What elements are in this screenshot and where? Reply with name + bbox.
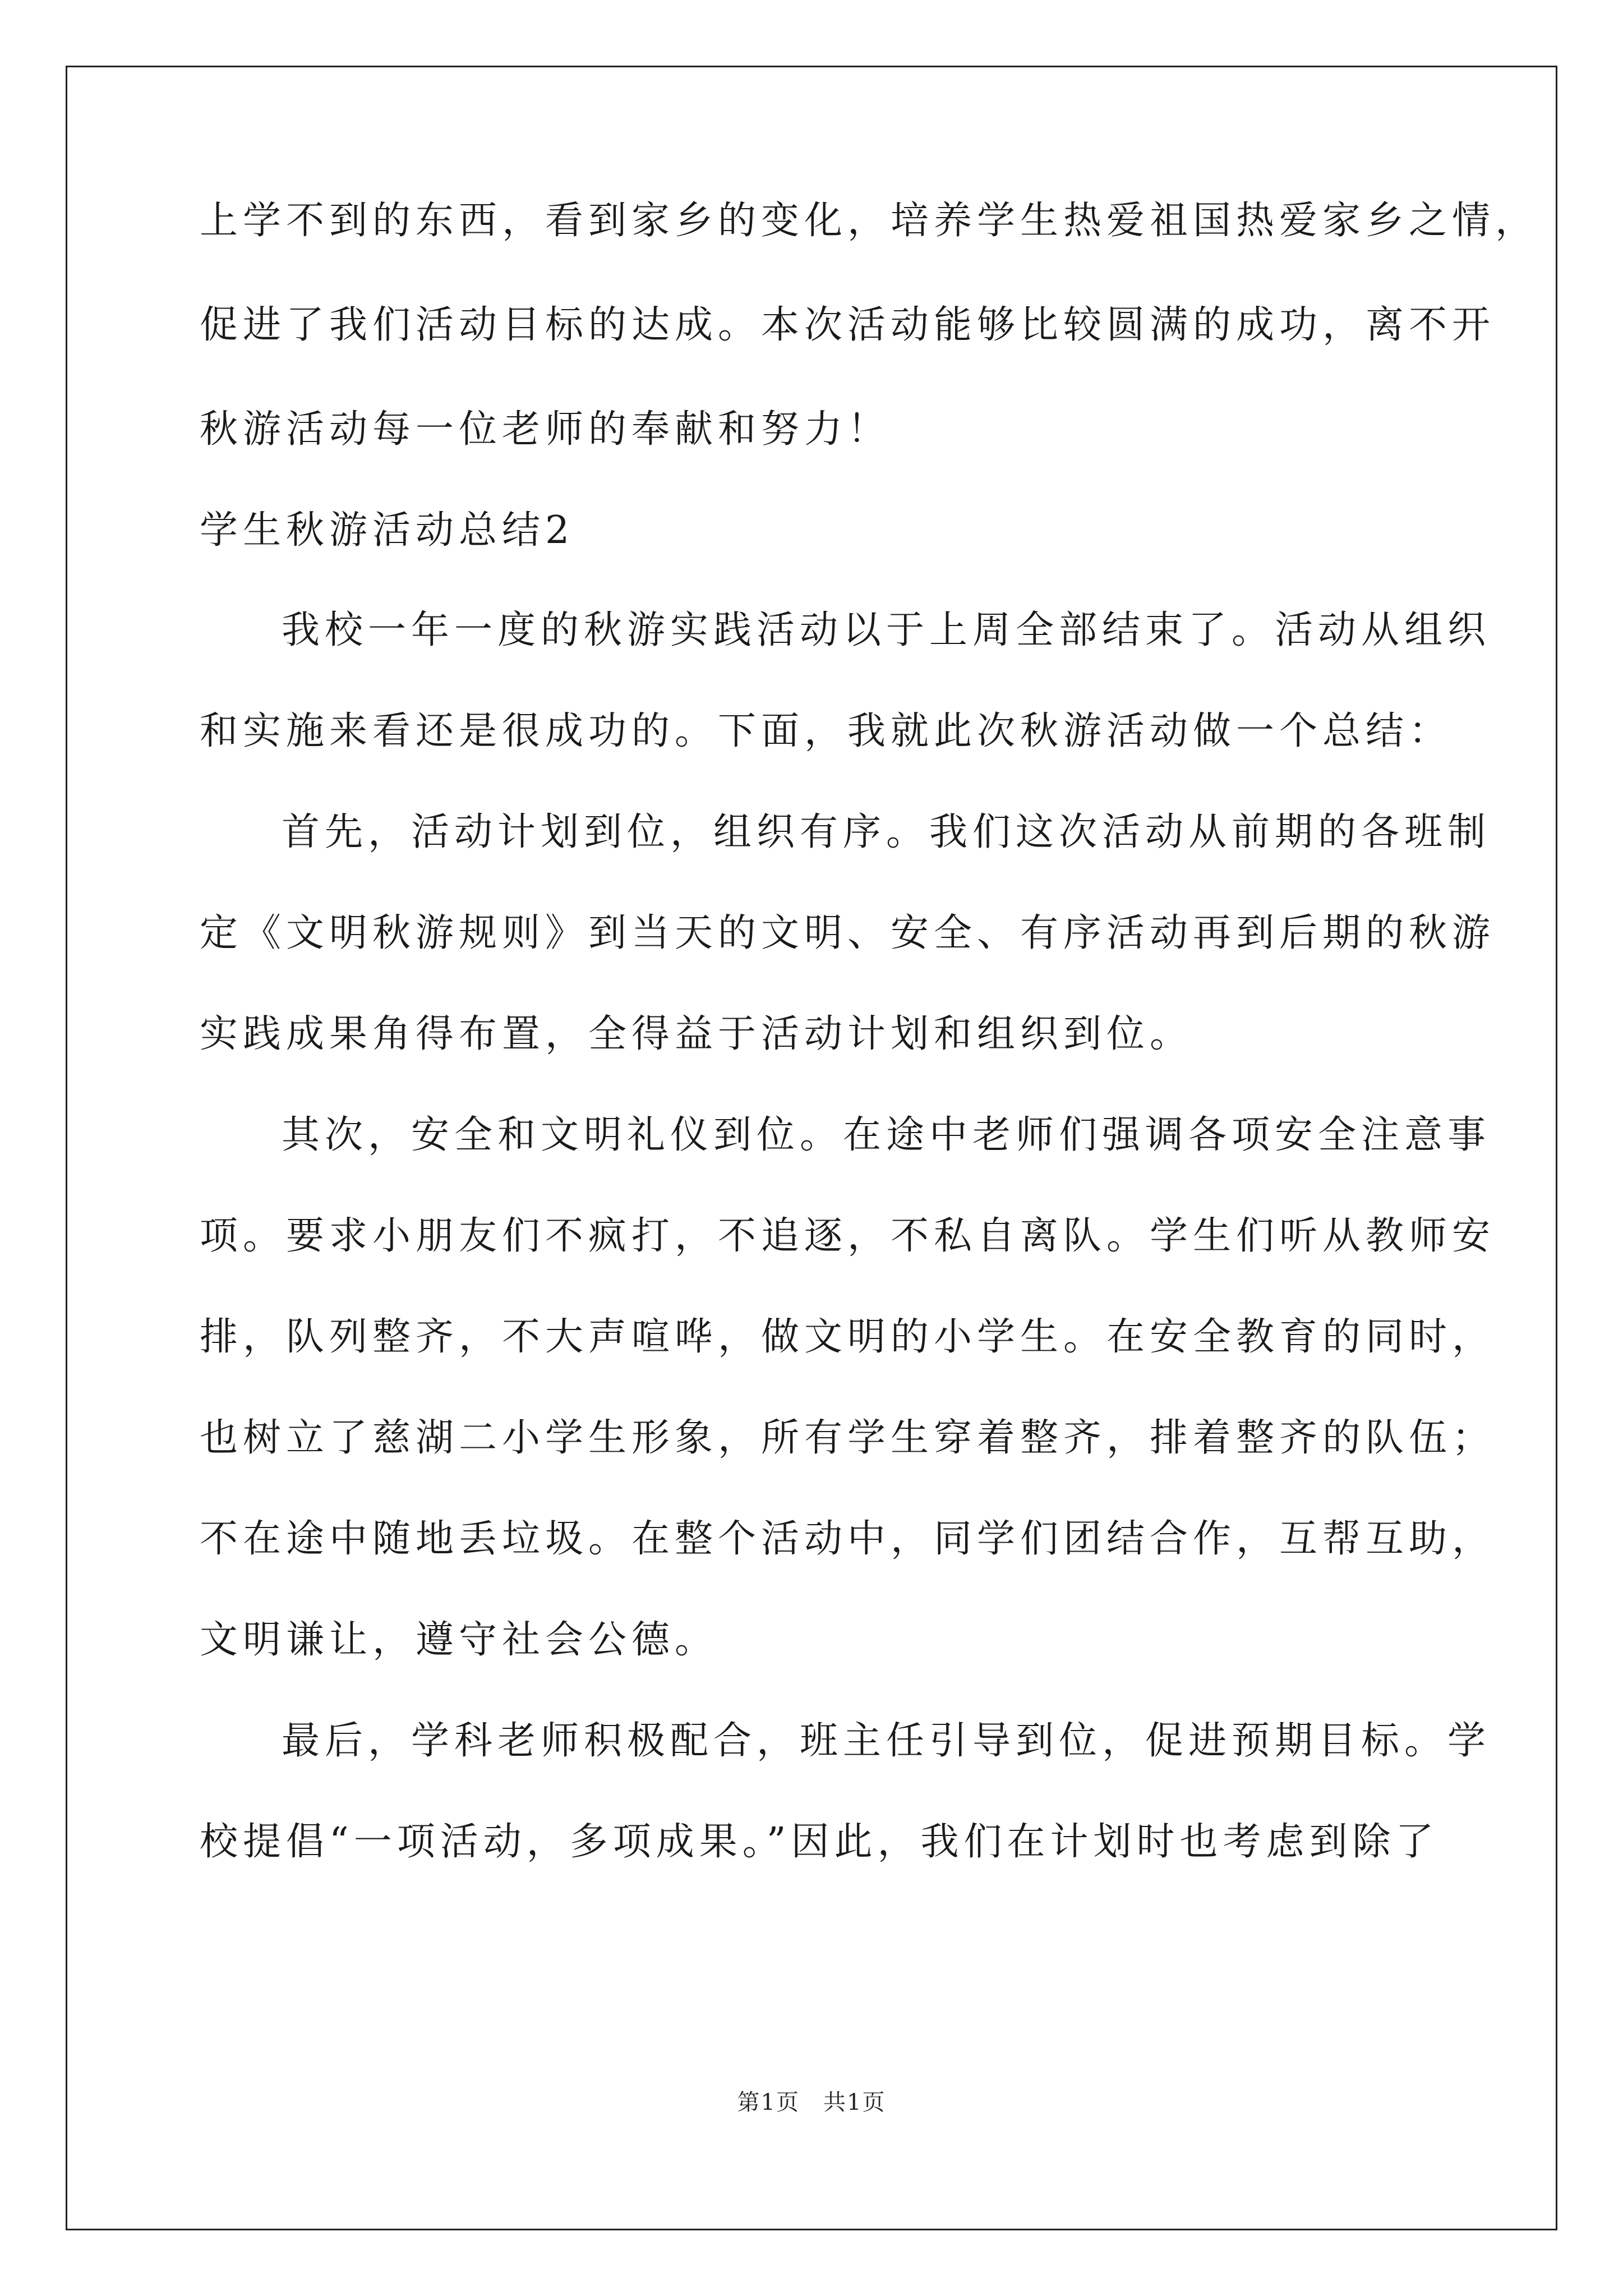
- paragraph-line: 其次，安全和文明礼仪到位。在途中老师们强调各项安全注意事: [282, 1113, 1491, 1157]
- paragraph-line: 首先，活动计划到位，组织有序。我们这次活动从前期的各班制: [282, 810, 1491, 854]
- paragraph-line: 我校一年一度的秋游实践活动以于上周全部结束了。活动从组织: [282, 608, 1491, 652]
- paragraph-line: 上学不到的东西，看到家乡的变化，培养学生热爱祖国热爱家乡之情，: [200, 199, 1539, 243]
- paragraph-line: 文明谦让，遵守社会公德。: [200, 1618, 718, 1662]
- paragraph-line: 校提倡“一项活动，多项成果。”因此，我们在计划时也考虑到除了: [200, 1820, 1439, 1864]
- paragraph-line: 定《文明秋游规则》到当天的文明、安全、有序活动再到后期的秋游: [200, 911, 1496, 955]
- paragraph-line: 也树立了慈湖二小学生形象，所有学生穿着整齐，排着整齐的队伍；: [200, 1416, 1496, 1460]
- page-number-footer: 第1页 共1页: [737, 2090, 886, 2115]
- section-heading: 学生秋游活动总结2: [200, 508, 575, 553]
- paragraph-line: 排，队列整齐，不大声喧哗，做文明的小学生。在安全教育的同时，: [200, 1315, 1496, 1359]
- paragraph-line: 秋游活动每一位老师的奉献和努力！: [200, 407, 891, 452]
- paragraph-line: 项。要求小朋友们不疯打，不追逐，不私自离队。学生们听从教师安: [200, 1214, 1496, 1258]
- paragraph-line: 和实施来看还是很成功的。下面，我就此次秋游活动做一个总结：: [200, 709, 1453, 753]
- paragraph-line: 实践成果角得布置，全得益于活动计划和组织到位。: [200, 1012, 1193, 1056]
- paragraph-line: 不在途中随地丢垃圾。在整个活动中，同学们团结合作，互帮互助，: [200, 1517, 1496, 1561]
- paragraph-line: 促进了我们活动目标的达成。本次活动能够比较圆满的成功，离不开: [200, 303, 1496, 347]
- paragraph-line: 最后，学科老师积极配合，班主任引导到位，促进预期目标。学: [282, 1719, 1491, 1763]
